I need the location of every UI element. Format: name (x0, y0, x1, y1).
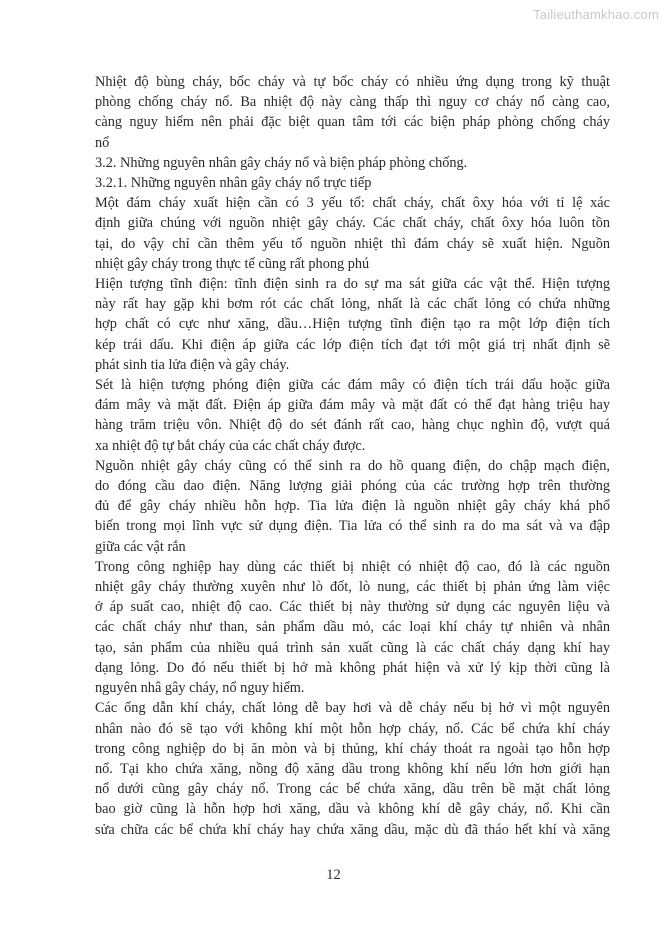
text-line: kép trái dấu. Khi điện áp giữa các lớp điện tích đạt tới một giá trị nhất định sẽ (95, 336, 610, 353)
document-body (95, 72, 610, 840)
paragraph (95, 274, 610, 375)
text-line: này rất hay gặp khi bơm rót các chất lỏng, nhất là các chất lỏng có chứa những (95, 296, 610, 313)
text-line: Sét là hiện tượng phóng điện giữa các đám mây có điện tích trái dấu hoặc giữa (95, 377, 610, 394)
text-line: đủ để gây cháy nhiều hỗn hợp. Tia lửa điện là nguồn nhiệt gây cháy khá phổ (95, 498, 610, 515)
page-number: 12 (326, 867, 341, 883)
text-line: đám mây và mặt đất. Điện áp giữa đám mây và mặt đất có thể đạt hàng triệu hay (95, 397, 610, 414)
text-line: các chất cháy như than, sản phẩm dầu mỏ, các loại khí cháy tự nhiên và nhân (95, 619, 610, 636)
watermark-text: Tailieuthamkhao.com (533, 7, 659, 22)
paragraph (95, 375, 610, 456)
text-line: Nguồn nhiệt gây cháy cũng có thể sinh ra do hồ quang điện, do chập mạch điện, (95, 457, 610, 474)
text-line: Một đám cháy xuất hiện cần có 3 yếu tố: chất cháy, chất ôxy hóa với tỉ lệ xác (95, 195, 610, 212)
paragraph (95, 698, 610, 839)
text-line: hợp chất có cực như xăng, dầu…Hiện tượng tĩnh điện tạo ra một lớp điện tích (95, 316, 610, 333)
text-line: phát sinh tia lửa điện và gây cháy. (95, 356, 290, 373)
paragraph (95, 456, 610, 557)
text-line: sửa chữa các bể chứa khí cháy hay chứa xăng dầu, mặc dù đã tháo hết khí và xăng (95, 821, 610, 838)
text-line: xa nhiệt độ tự bắt cháy của các chất cháy được. (95, 437, 366, 454)
text-line: biến trong mọi lĩnh vực sử dụng điện. Tia lửa có thể sinh ra do ma sát và va đập (95, 518, 610, 535)
paragraph (95, 72, 610, 153)
text-line: càng nguy hiểm nên phải đặc biệt quan tâm tới các biện pháp phòng chống cháy (95, 114, 610, 131)
paragraph (95, 193, 610, 274)
text-line: nhiệt gây cháy thường xuyên như lò đốt, lò nung, các thiết bị phản ứng làm việc (95, 579, 610, 596)
paragraph (95, 153, 610, 173)
text-line: giữa các vật rắn (95, 538, 186, 555)
text-line: trong công nghiệp do bị ăn mòn và bị thủng, khí cháy thoát ra ngoài tạo hỗn hợp (95, 740, 610, 757)
text-line: 3.2.1. Những nguyên nhân gây cháy nổ trực tiếp (95, 175, 372, 192)
text-line: tại, do vậy chỉ cần thêm yếu tố nguồn nhiệt thì đám cháy sẽ xuất hiện. Nguồn (95, 235, 610, 252)
text-line: Trong công nghiệp hay dùng các thiết bị nhiệt có nhiệt độ cao, đó là các nguồn (95, 558, 610, 575)
text-line: nổ. Tại kho chứa xăng, nồng độ xăng dầu trong không khí nếu lớn hơn giới hạn (95, 760, 610, 777)
text-line: Nhiệt độ bùng cháy, bốc cháy và tự bốc cháy có nhiều ứng dụng trong kỹ thuật (95, 74, 610, 90)
text-line: nổ dưới cũng gây cháy nổ. Trong các bể chứa xăng, dầu trên bề mặt chất lỏng (95, 781, 610, 798)
text-line: nhân nào đó sẽ tạo với không khí một hỗn hợp cháy, nổ. Các bể chứa khí cháy (95, 720, 610, 737)
text-line: nổ (95, 134, 110, 151)
text-line: Các ống dẫn khí cháy, chất lỏng dễ bay hơi và dễ cháy nếu bị hở vì một nguyên (95, 700, 610, 717)
text-line: định giữa chúng với nguồn nhiệt gây cháy. Các chất cháy, chất ôxy hóa luôn tồn (95, 215, 610, 232)
text-line: phòng chống cháy nổ. Ba nhiệt độ này càng thấp thì nguy cơ cháy nổ càng cao, (95, 94, 610, 111)
text-line: 3.2. Những nguyên nhân gây cháy nổ và biện pháp phòng chống. (95, 154, 468, 171)
paragraph (95, 173, 610, 193)
text-line: bao giờ cũng là hỗn hợp hơi xăng, dầu và không khí dễ gây cháy, nổ. Khi cần (95, 801, 610, 818)
text-line: ở áp suất cao, nhiệt độ cao. Các thiết bị này thường sử dụng các nguyên liệu và (95, 599, 610, 616)
text-line: nhiệt gây cháy trong thực tế cũng rất phong phú (95, 255, 370, 272)
text-line: dạng lỏng. Do đó nếu thiết bị hở mà không phát hiện và xử lý kịp thời cũng là (95, 659, 610, 676)
text-line: tạo, sản phẩm của nhiều quá trình sản xuất cũng là các chất cháy dạng khí hay (95, 639, 610, 656)
paragraph (95, 557, 610, 698)
text-line: hàng trăm triệu vôn. Nhiệt độ do sét đánh rất cao, hàng chục nghìn độ, vượt quá (95, 417, 610, 434)
text-line: Hiện tượng tĩnh điện: tĩnh điện sinh ra do sự ma sát giữa các vật thể. Hiện tượng (95, 276, 610, 293)
text-line: nguyên nhâ gây cháy, nổ nguy hiểm. (95, 680, 305, 697)
text-line: do đóng cầu dao điện. Năng lượng giải phóng của các trường hợp trên thường (95, 478, 610, 495)
